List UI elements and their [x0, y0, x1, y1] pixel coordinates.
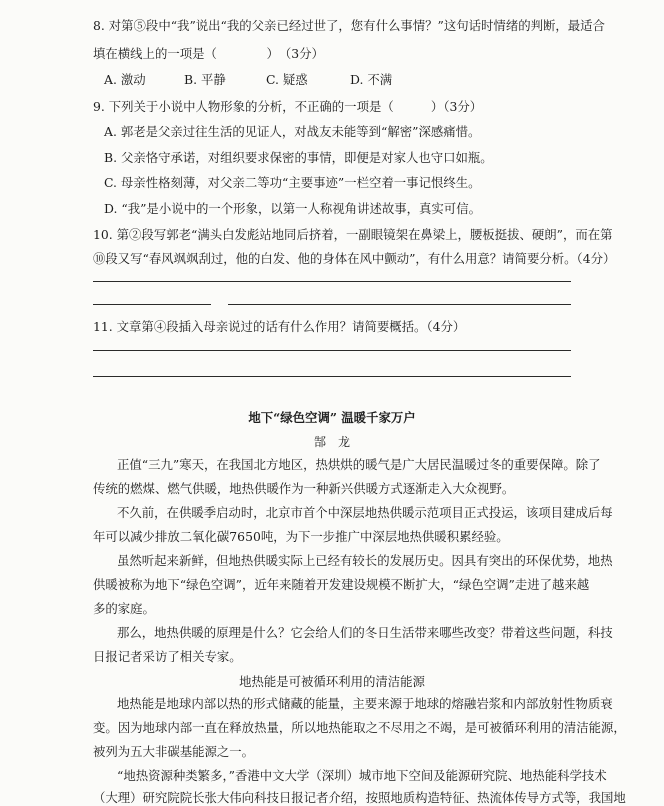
- para6-line1: “地热资源种类繁多，”香港中文大学（深圳）城市地下空间及能源研究院、地热能科学技术: [117, 768, 607, 783]
- q8-option-b: B. 平静: [184, 72, 226, 87]
- q8-option-a: A. 激动: [104, 72, 146, 87]
- q8-option-d: D. 不满: [350, 72, 393, 87]
- para5-line2: 变。因为地球内部一直在释放热量，所以地热能取之不尽用之不竭，是可被循环利用的清洁能源，: [93, 720, 626, 735]
- q9-option-c: C. 母亲性格刻薄，对父亲二等功“主要事迹”一栏空着一事记恨终生。: [104, 175, 481, 190]
- para4-line1: 那么，地热供暖的原理是什么？它会给人们的冬日生活带来哪些改变？带着这些问题，科技: [117, 625, 613, 640]
- q8-option-c: C. 疑惑: [266, 72, 308, 87]
- para6-line2: （大理）研究院院长张大伟向科技日报记者介绍，按照地质构造特征、热流体传导方式等，我国地: [93, 790, 626, 805]
- para3-line2: 供暖被称为地下“绿色空调”，近年来随着开发建设规模不断扩大，“绿色空调”走进了越来越: [93, 577, 590, 592]
- para3-line1: 虽然听起来新鲜，但地热供暖实际上已经有较长的发展历史。因具有突出的环保优势，地热: [117, 553, 613, 568]
- q9-option-a: A. 郭老是父亲过往生活的见证人，对战友未能等到“解密”深感痛惜。: [104, 124, 481, 139]
- q11-stem: 11. 文章第④段插入母亲说过的话有什么作用？请简要概括。（4分）: [93, 319, 466, 334]
- section-subtitle: 地热能是可被循环利用的清洁能源: [239, 674, 425, 689]
- q10-answer-line-1: [93, 281, 571, 282]
- para2-line2: 年可以减少排放二氧化碳7650吨，为下一步推广中深层地热供暖积累经验。: [93, 529, 509, 544]
- q11-answer-line-2: [93, 376, 571, 377]
- article-title: 地下“绿色空调” 温暖千家万户: [248, 410, 416, 425]
- q9-option-b: B. 父亲恪守承诺，对组织要求保密的事情，即便是对家人也守口如瓶。: [104, 150, 493, 165]
- para1-line1: 正值“三九”寒天，在我国北方地区，热烘烘的暖气是广大居民温暖过冬的重要保障。除了: [117, 457, 601, 472]
- para5-line1: 地热能是地球内部以热的形式储藏的能量，主要来源于地球的熔融岩浆和内部放射性物质衰: [117, 696, 613, 711]
- q10-answer-line-2a: [93, 304, 211, 305]
- q10-stem-line2: ⑩段又写“春风飒飒刮过，他的白发、他的身体在风中颤动”，有什么用意？请简要分析。（4分）: [93, 251, 616, 266]
- q10-answer-line-2b: [228, 304, 571, 305]
- q8-stem-line2: 填在横线上的一项是（ ） （3分）: [93, 46, 324, 61]
- article-author: 郜 龙: [313, 435, 350, 449]
- q8-stem-line1: 8. 对第⑤段中“我”说出“我的父亲已经过世了，您有什么事情？”这句话时情绪的判断，最适合: [93, 18, 605, 33]
- para5-line3: 被列为五大非碳基能源之一。: [93, 744, 255, 759]
- q10-stem-line1: 10. 第②段写郭老“满头白发彪站地同后挤着，一副眼镜架在鼻梁上，腰板挺拔、硬朗”，而在第: [93, 227, 613, 242]
- para1-line2: 传统的燃煤、燃气供暖，地热供暖作为一种新兴供暖方式逐渐走入大众视野。: [93, 481, 515, 496]
- q9-option-d: D. “我”是小说中的一个形象，以第一人称视角讲述故事，真实可信。: [104, 201, 481, 216]
- para4-line2: 日报记者采访了相关专家。: [93, 649, 242, 664]
- q11-answer-line-1: [93, 350, 571, 351]
- para3-line3: 多的家庭。: [93, 601, 155, 616]
- q9-stem: 9. 下列关于小说中人物形象的分析，不正确的一项是（ ）（3分）: [93, 99, 483, 114]
- para2-line1: 不久前，在供暖季启动时，北京市首个中深层地热供暖示范项目正式投运，该项目建成后每: [117, 505, 613, 520]
